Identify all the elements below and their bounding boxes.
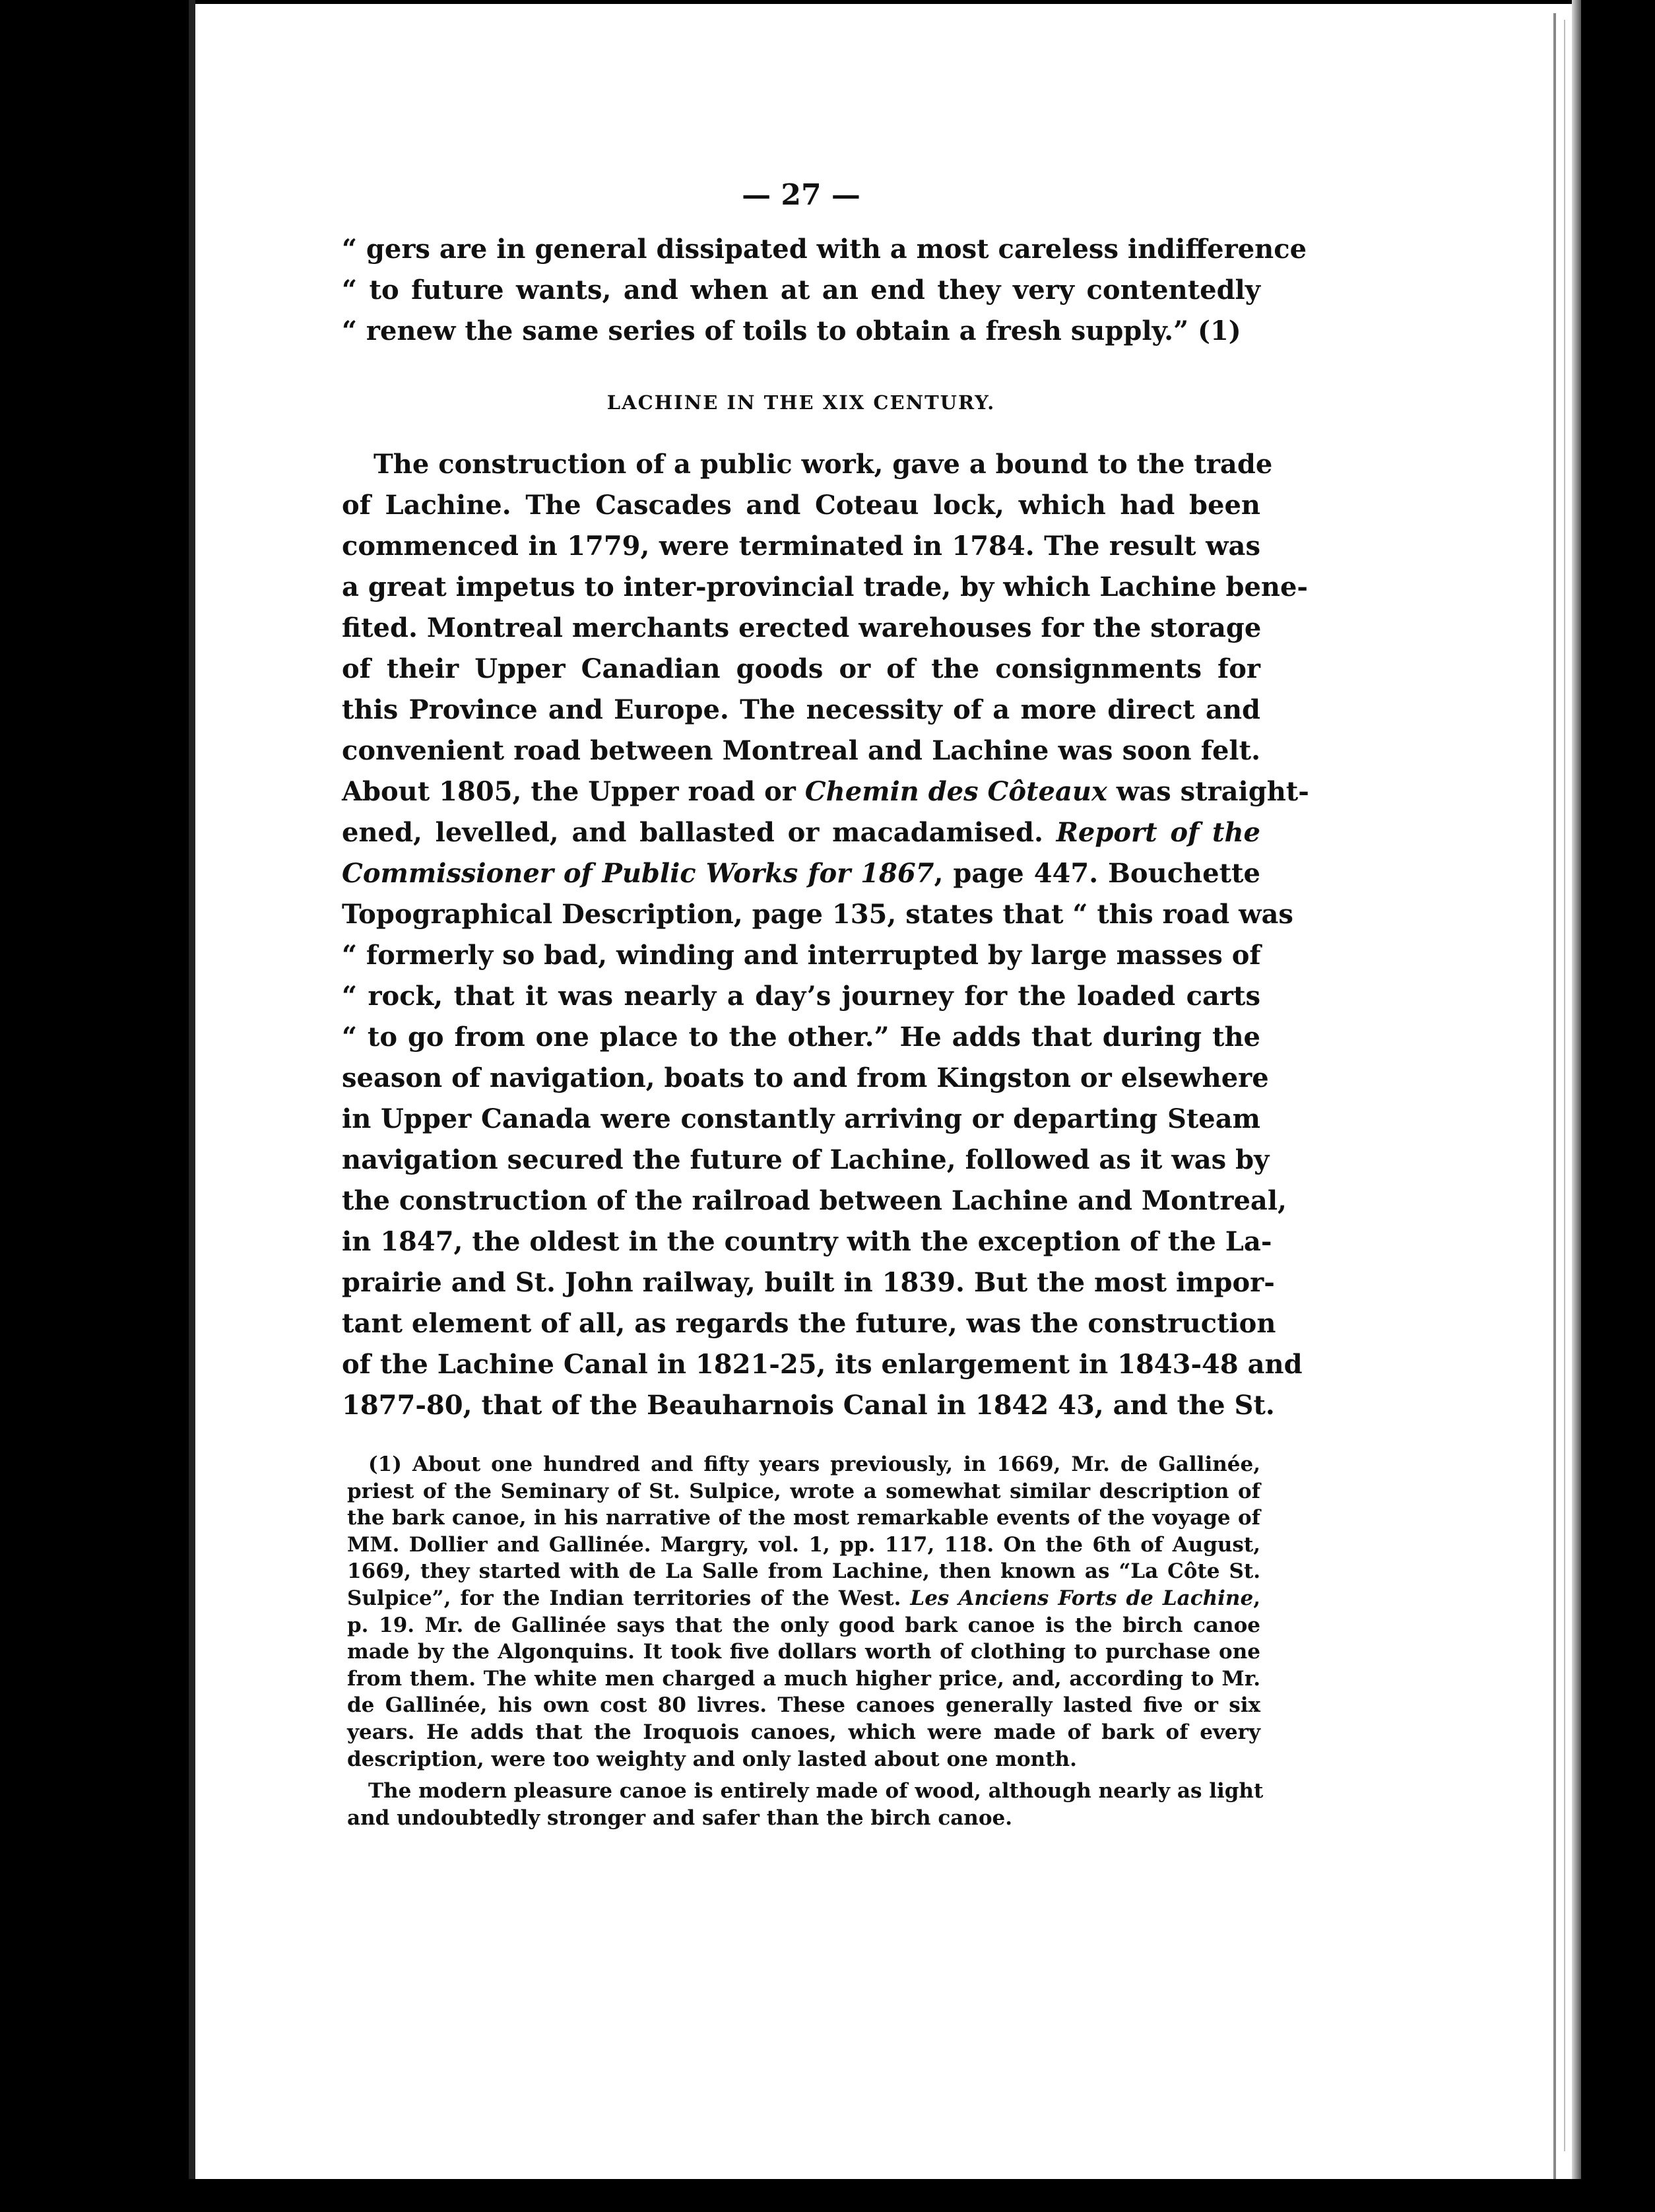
text-line: in Upper Canada were constantly arriving or departing Steam <box>342 1103 1260 1134</box>
text-line: “ rock, that it was nearly a day’s journey for the loaded carts <box>342 981 1260 1012</box>
footnote-line: The modern pleasure canoe is entirely made of wood, although nearly as light <box>368 1779 1264 1804</box>
scan-border-bottom <box>0 2179 1655 2212</box>
continuation-quote <box>342 229 1307 352</box>
text-line: in 1847, the oldest in the country with the exception of the La- <box>342 1226 1272 1257</box>
page-number: — 27 — <box>742 178 860 212</box>
text-line: a great impetus to inter-provincial trade, by which Lachine bene- <box>342 571 1309 602</box>
text-line: ened, levelled, and ballasted or macadamised. Report of the <box>342 817 1260 848</box>
text-line: “ renew the same series of toils to obtain a fresh supply.” (1) <box>342 315 1241 346</box>
scan-border-left-edge <box>189 0 195 2212</box>
text-line: 1877-80, that of the Beauharnois Canal in 1842 43, and the St. <box>342 1390 1275 1421</box>
footnote-line: years. He adds that the Iroquois canoes, which were made of bark of every <box>347 1720 1260 1744</box>
text-line: tant element of all, as regards the future, was the construction <box>342 1308 1276 1339</box>
text-line: the construction of the railroad between Lachine and Montreal, <box>342 1185 1287 1216</box>
footnote-line: and undoubtedly stronger and safer than the birch canoe. <box>347 1805 1013 1830</box>
footnote-line: de Gallinée, his own cost 80 livres. These canoes generally lasted five or six <box>347 1693 1260 1718</box>
footnote-line: (1) About one hundred and fifty years previously, in 1669, Mr. de Gallinée, <box>368 1452 1260 1476</box>
footnote-line: description, were too weighty and only lasted about one month. <box>347 1747 1077 1771</box>
text-line: of their Upper Canadian goods or of the consignments for <box>342 653 1260 684</box>
book-fore-edge <box>1572 0 1581 2212</box>
text-line: About 1805, the Upper road or Chemin des Côteaux was straight- <box>342 776 1309 807</box>
italic-phrase: Les Anciens Forts de Lachine <box>910 1586 1254 1610</box>
body-paragraph <box>342 444 1309 1426</box>
footnote-line: made by the Algonquins. It took five dollars worth of clothing to purchase one <box>347 1640 1260 1664</box>
text-line: prairie and St. John railway, built in 1839. But the most impor- <box>342 1267 1275 1298</box>
text-line: navigation secured the future of Lachine, followed as it was by <box>342 1144 1270 1175</box>
italic-phrase: Report of the <box>1056 817 1260 848</box>
footnote-line: priest of the Seminary of St. Sulpice, wrote a somewhat similar description of <box>347 1479 1260 1503</box>
text-line: of Lachine. The Cascades and Coteau lock, which had been <box>342 490 1260 521</box>
italic-phrase: Chemin des Côteaux <box>804 776 1107 807</box>
footnote-line: MM. Dollier and Gallinée. Margry, vol. 1, pp. 117, 118. On the 6th of August, <box>347 1532 1260 1557</box>
italic-phrase: Commissioner of Public Works for 1867 <box>342 858 934 889</box>
scan-border-left <box>0 0 195 2212</box>
footnote-line: from them. The white men charged a much higher price, and, according to Mr. <box>347 1666 1260 1691</box>
scan-border-top <box>0 0 1655 4</box>
footnote-line: 1669, they started with de La Salle from Lachine, then known as “La Côte St. <box>347 1559 1260 1584</box>
book-fore-edge-line <box>1553 13 1556 2184</box>
scan-border-right <box>1581 0 1655 2212</box>
text-line: Commissioner of Public Works for 1867, page 447. Bouchette <box>342 858 1260 889</box>
text-line: commenced in 1779, were terminated in 1784. The result was <box>342 531 1260 562</box>
text-line: of the Lachine Canal in 1821-25, its enlargement in 1843-48 and <box>342 1349 1303 1380</box>
footnotes <box>342 1451 1264 1831</box>
section-heading: LACHINE IN THE XIX CENTURY. <box>606 391 996 414</box>
page-edge-line <box>1564 20 1565 2151</box>
text-line: “ to go from one place to the other.” He adds that during the <box>342 1022 1260 1053</box>
text-line: convenient road between Montreal and Lachine was soon felt. <box>342 735 1260 766</box>
text-line: “ to future wants, and when at an end they very contentedly <box>342 275 1260 306</box>
text-line: “ formerly so bad, winding and interrupted by large masses of <box>342 940 1261 971</box>
text-line: fited. Montreal merchants erected warehouses for the storage <box>342 612 1262 643</box>
text-line: The construction of a public work, gave a bound to the trade <box>373 449 1273 480</box>
text-line: “ gers are in general dissipated with a most careless indifference <box>342 234 1307 265</box>
footnote-line: p. 19. Mr. de Gallinée says that the only good bark canoe is the birch canoe <box>347 1613 1260 1637</box>
text-line: Topographical Description, page 135, states that “ this road was <box>342 899 1293 930</box>
footnote-line: the bark canoe, in his narrative of the most remarkable events of the voyage of <box>347 1506 1260 1530</box>
footnote-line: Sulpice”, for the Indian territories of the West. Les Anciens Forts de Lachine, <box>347 1586 1260 1610</box>
text-line: season of navigation, boats to and from Kingston or elsewhere <box>342 1062 1269 1093</box>
page-content <box>342 178 1309 1831</box>
text-line: this Province and Europe. The necessity of a more direct and <box>342 694 1260 725</box>
